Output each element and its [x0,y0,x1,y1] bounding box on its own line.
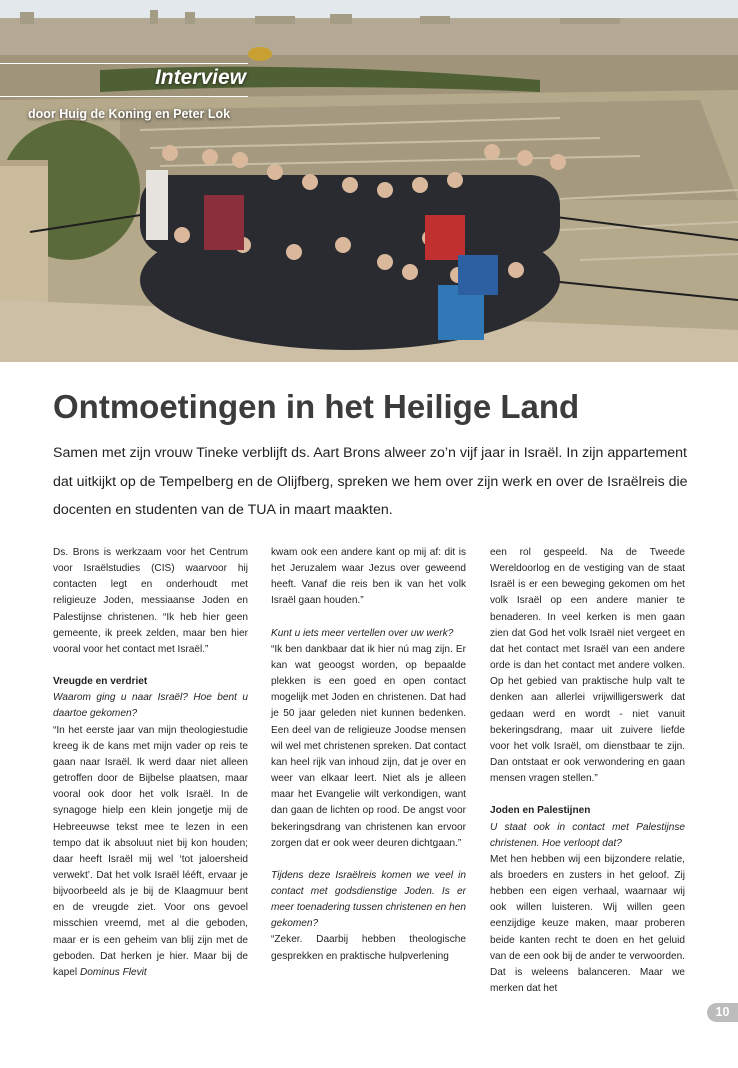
paragraph: Ds. Brons is werkzaam voor het Centrum voor Israëlstudies (CIS) waarvoor hij contacten legt en onderhoudt met religieuze Joden, messiaanse Joden en Palestijnse christenen. “Ik heb hier geen gemeente, ik preek zelden, maar ben hier vooral voor het contact met Israël.” [53,547,248,655]
interview-question: Kunt u iets meer vertellen over uw werk? [271,627,454,639]
paragraph [53,723,248,982]
paragraph: “Ik ben dankbaar dat ik hier nú mag zijn. Er kan wat geoogst worden, op bepaalde plekken is een goed en open contact mogelijk met Joden en christenen. Dat had je 50 jaar geleden niet kunnen bedenken. Een deel van de religieuze Joodse mensen wil wel met christenen spreken. Dat contact kan heel rijk van inhoud zijn, dat je over en weer van elkaar leert. Niet als je alleen maar het Evangelie wilt verkondigen, want dan gaan de lichten op rood. De angst voor bekeringsdrang van christenen kan ervoor zorgen dat er ook weer deuren dichtgaan.” [271,643,466,849]
hero-photo [0,0,738,362]
subheading: Vreugde en verdriet [53,676,148,688]
subheading: Joden en Palestijnen [490,805,591,817]
article-intro: Samen met zijn vrouw Tineke verblijft ds. Aart Brons alweer zo’n vijf jaar in Israël. In zijn appartement dat uitkijkt op de Tempelberg en de Olijfberg, spreken we hem over zijn werk en over de Israëlreis die docenten en studenten van de TUA in maart maakten. [53,445,688,518]
section-kicker-label: Interview [154,66,246,89]
article-title: Ontmoetingen in het Heilige Land [53,388,580,425]
byline: door Huig de Koning en Peter Lok [28,107,231,121]
column-1 [53,545,248,981]
paragraph: “Zeker. Daarbij hebben theologische gesprekken en praktische hulpverlening [271,934,466,962]
chapel-name: Dominus Flevit [79,966,147,978]
paragraph: kwam ook een andere kant op mij af: dit is het Jeruzalem waar Jezus over geweend heeft. Vanaf die reis ben ik van het volk Israël gaan houden.” [271,547,466,607]
interview-question: Tijdens deze Israëlreis komen we veel in contact met godsdienstige Joden. Is er meer toenadering tussen christenen en hen gekomen? [271,869,466,930]
page-number: 10 [707,1003,738,1022]
column-3 [490,545,685,997]
paragraph: Met hen hebben wij een bijzondere relatie, als broeders en zusters in het geloof. Zij hebben een eigen verhaal, waarnaar wij ook willen luisteren. Wij willen geen eenzijdige keuze maken, maar proberen beide kanten recht te doen en het geluid van de een ook bij de ander te verwoorden. Dat is weleens balanceren. Maar we merken dat het [490,853,685,995]
interview-question: Waarom ging u naar Israël? Hoe bent u daartoe gekomen? [53,692,248,720]
column-2 [271,545,466,965]
section-kicker [0,63,248,97]
paragraph: een rol gespeeld. Na de Tweede Wereldoorlog en de vestiging van de staat Israël is er een beweging gekomen om het volk Israël op een andere manier te benaderen. In veel kerken is men gaan zien dat God het volk Israël niet vergeet en dat het contact met Israël van een andere orde is dan het contact met andere volken. Op het gebied van praktische hulp valt te denken aan allerlei vrijwilligerswerk dat gedaan werd en wordt - niet vanuit bekeringsdrang, maar uit zuivere liefde voor het volk Israël, om dienstbaar te zijn. Dan ontstaat er ook verwondering en gaan mensen vragen stellen.” [490,547,685,785]
paragraph-text: “In het eerste jaar van mijn theologiestudie kreeg ik de kans met mijn vader op reis te gaan naar Israël. Ik werd daar niet alleen getroffen door de Bijbelse plaatsen, maar vooral ook door het volk Israël. In de synagoge hielp een klein jongetje mij de Hebreeuwse tekst mee te lezen in een tempo dat ik absoluut niet bij kon houden; daar heeft Israël mij wel ‘tot jaloersheid verwekt’. Dat het volk Israël lééft, ervaar je bijvoorbeeld als je bij de Klaagmuur bent en de vreugde ziet. Voor ons gevoel misschien vreemd, met al die geboden, maar er is een geheim van blij zijn met de geboden. Dat herken je hier. Maar bij de kapel [53,724,248,978]
interview-question: U staat ook in contact met Palestijnse christenen. Hoe verloopt dat? [490,821,685,849]
photo-illustration [0,0,738,362]
